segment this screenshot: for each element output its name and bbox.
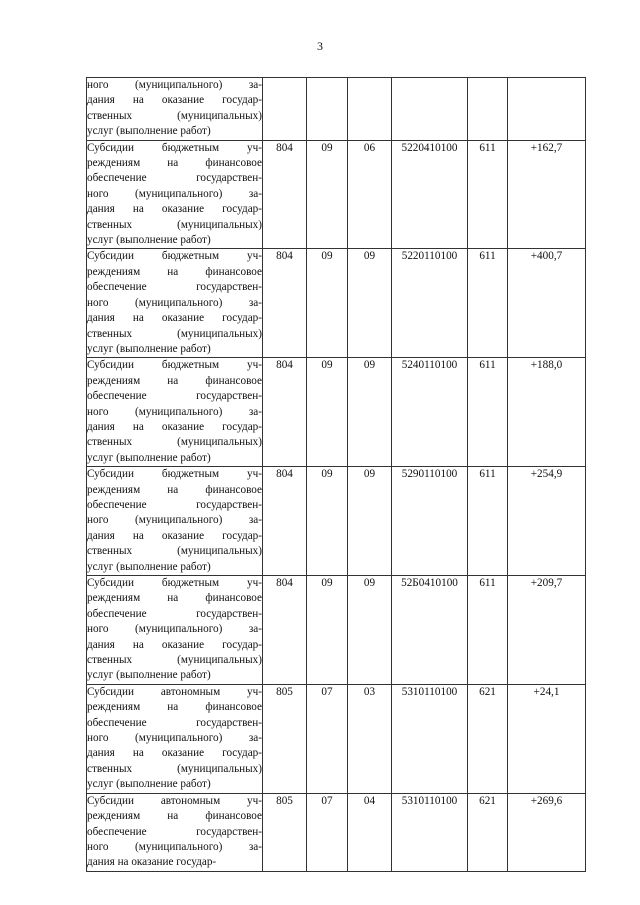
table-row [87, 249, 586, 358]
section-code: 07 [307, 684, 348, 793]
expense-type-code: 611 [468, 467, 508, 576]
amount-change: +400,7 [508, 249, 586, 358]
section-code [307, 78, 348, 141]
department-code [263, 78, 307, 141]
description-line: дания на оказание государ- [87, 312, 262, 325]
subsection-code: 09 [348, 576, 392, 685]
expense-type-code: 611 [468, 249, 508, 358]
table-row [87, 358, 586, 467]
description-line: ного (муниципального) за- [87, 405, 262, 418]
description-line: дания на оказание государ- [87, 94, 262, 107]
target-article-code: 5220110100 [392, 249, 468, 358]
target-article-code: 5310110100 [392, 793, 468, 871]
description-line: реждениям на финансовое [87, 810, 262, 823]
target-article-code: 5240110100 [392, 358, 468, 467]
page-number: 3 [317, 39, 323, 53]
description-line: дания на оказание государ- [87, 747, 262, 760]
description-line: дания на оказание государ- [87, 203, 262, 216]
subsection-code: 09 [348, 358, 392, 467]
target-article-code: 52Б0410100 [392, 576, 468, 685]
description-line: Субсидии бюджетным уч- [87, 577, 262, 589]
description-line: ственных (муниципальных) [87, 762, 262, 775]
target-article-code: 5220410100 [392, 140, 468, 249]
description-line: обеспечение государствен- [87, 390, 262, 403]
description-line: услуг (выполнение работ) [87, 778, 211, 791]
expense-description [87, 358, 263, 467]
subsection-code: 04 [348, 793, 392, 871]
description-line: реждениям на финансовое [87, 157, 262, 170]
description-line: ственных (муниципальных) [87, 545, 262, 558]
department-code: 804 [263, 140, 307, 249]
amount-change: +24,1 [508, 684, 586, 793]
description-line: реждениям на финансовое [87, 374, 262, 387]
description-line: реждениям на финансовое [87, 265, 262, 278]
section-code: 09 [307, 576, 348, 685]
description-line: реждениям на финансовое [87, 701, 262, 714]
expense-description [87, 793, 263, 871]
amount-change: +162,7 [508, 140, 586, 249]
expense-type-code: 621 [468, 684, 508, 793]
description-line: услуг (выполнение работ) [87, 560, 211, 573]
description-line: услуг (выполнение работ) [87, 342, 211, 355]
description-line: обеспечение государствен- [87, 172, 262, 185]
description-line: дания на оказание государ- [87, 638, 262, 651]
description-line: ного (муниципального) за- [87, 840, 262, 853]
expense-type-code: 611 [468, 576, 508, 685]
amount-change: +188,0 [508, 358, 586, 467]
section-code: 07 [307, 793, 348, 871]
subsection-code [348, 78, 392, 141]
table-row [87, 576, 586, 685]
amount-change [508, 78, 586, 141]
description-line: обеспечение государствен- [87, 281, 262, 294]
table-body [87, 78, 586, 872]
department-code: 805 [263, 793, 307, 871]
description-line: Субсидии автономным уч- [87, 685, 262, 698]
section-code: 09 [307, 140, 348, 249]
expense-description [87, 140, 263, 249]
description-line: Субсидии бюджетным уч- [87, 359, 262, 372]
department-code: 804 [263, 249, 307, 358]
expense-description [87, 249, 263, 358]
target-article-code: 5310110100 [392, 684, 468, 793]
description-line: услуг (выполнение работ) [87, 669, 211, 682]
description-line: ственных (муниципальных) [87, 654, 262, 667]
description-line: ственных (муниципальных) [87, 436, 262, 449]
description-line: услуг (выполнение работ) [87, 451, 211, 464]
description-line: обеспечение государствен- [87, 716, 262, 729]
department-code: 805 [263, 684, 307, 793]
expense-description [87, 684, 263, 793]
section-code: 09 [307, 358, 348, 467]
department-code: 804 [263, 358, 307, 467]
table-row [87, 78, 586, 141]
description-line: реждениям на финансовое [87, 592, 262, 605]
description-line: услуг (выполнение работ) [87, 125, 211, 138]
description-line: реждениям на финансовое [87, 483, 262, 496]
target-article-code [392, 78, 468, 141]
budget-table [86, 77, 586, 872]
description-line: дания на оказание государ- [87, 856, 217, 869]
description-line: ственных (муниципальных) [87, 218, 262, 231]
description-line: ного (муниципального) за- [87, 732, 262, 745]
subsection-code: 09 [348, 467, 392, 576]
description-line: ного (муниципального) за- [87, 514, 262, 527]
amount-change: +209,7 [508, 576, 586, 685]
table-row [87, 684, 586, 793]
section-code: 09 [307, 467, 348, 576]
description-line: ного (муниципального) за- [87, 79, 262, 91]
expense-type-code: 611 [468, 140, 508, 249]
expense-description [87, 576, 263, 685]
description-line: дания на оказание государ- [87, 529, 262, 542]
table-row [87, 793, 586, 871]
amount-change: +269,6 [508, 793, 586, 871]
description-line: дания на оказание государ- [87, 420, 262, 433]
description-line: Субсидии автономным уч- [87, 794, 262, 807]
section-code: 09 [307, 249, 348, 358]
description-line: ного (муниципального) за- [87, 623, 262, 636]
description-line: обеспечение государствен- [87, 825, 262, 838]
target-article-code: 5290110100 [392, 467, 468, 576]
description-line: Субсидии бюджетным уч- [87, 468, 262, 481]
expense-type-code [468, 78, 508, 141]
table-row [87, 140, 586, 249]
description-line: услуг (выполнение работ) [87, 234, 211, 247]
description-line: ственных (муниципальных) [87, 109, 262, 122]
subsection-code: 03 [348, 684, 392, 793]
department-code: 804 [263, 576, 307, 685]
description-line: обеспечение государствен- [87, 607, 262, 620]
expense-description [87, 467, 263, 576]
description-line: ного (муниципального) за- [87, 187, 262, 200]
amount-change: +254,9 [508, 467, 586, 576]
subsection-code: 06 [348, 140, 392, 249]
department-code: 804 [263, 467, 307, 576]
description-line: Субсидии бюджетным уч- [87, 141, 262, 154]
description-line: ного (муниципального) за- [87, 296, 262, 309]
expense-description [87, 78, 263, 141]
expense-type-code: 621 [468, 793, 508, 871]
table-row [87, 467, 586, 576]
subsection-code: 09 [348, 249, 392, 358]
description-line: обеспечение государствен- [87, 498, 262, 511]
description-line: ственных (муниципальных) [87, 327, 262, 340]
description-line: Субсидии бюджетным уч- [87, 250, 262, 263]
expense-type-code: 611 [468, 358, 508, 467]
